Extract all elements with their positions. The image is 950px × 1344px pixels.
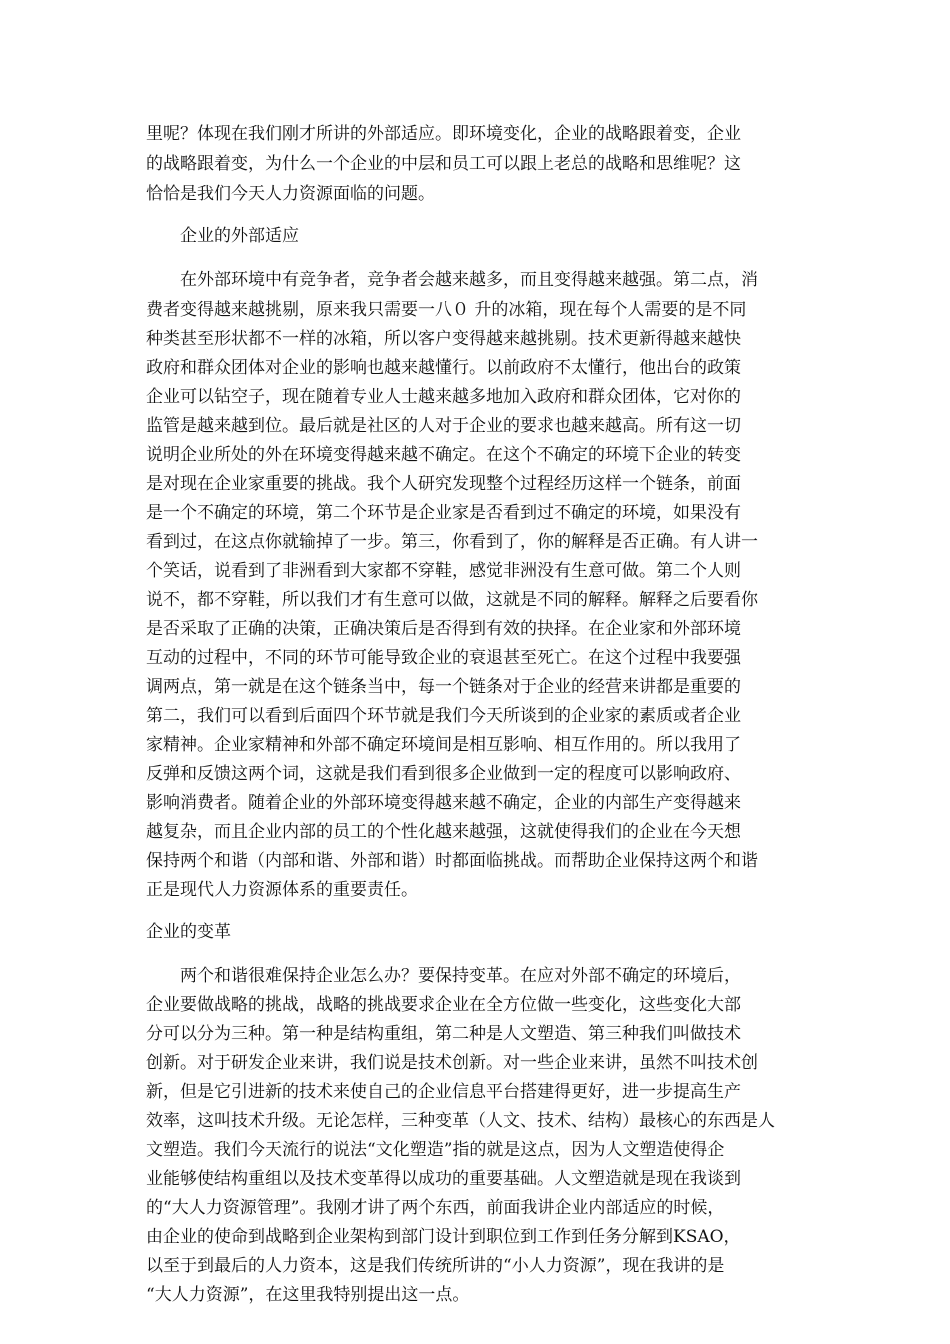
paragraph-2-line: 越复杂，而且企业内部的员工的个性化越来越强，这就使得我们的企业在今天想 — [146, 822, 741, 842]
paragraph-2-line: 说明企业所处的外在环境变得越来越不确定。在这个不确定的环境下企业的转变 — [146, 445, 741, 465]
paragraph-3-line: 业能够使结构重组以及技术变革得以成功的重要基础。人文塑造就是现在我谈到 — [146, 1169, 741, 1189]
paragraph-2-line: 保持两个和谐（内部和谐、外部和谐）时都面临挑战。而帮助企业保持这两个和谐 — [146, 851, 758, 871]
paragraph-2-line: 个笑话，说看到了非洲看到大家都不穿鞋，感觉非洲没有生意可做。第二个人则 — [146, 561, 741, 581]
paragraph-1-line: 里呢？体现在我们刚才所讲的外部适应。即环境变化，企业的战略跟着变，企业 — [146, 124, 741, 144]
paragraph-3-line: 创新。对于研发企业来讲，我们说是技术创新。对一些企业来讲，虽然不叫技术创 — [146, 1053, 758, 1073]
paragraph-2-line: 正是现代人力资源体系的重要责任。 — [146, 880, 418, 900]
paragraph-3-line: “大人力资源”，在这里我特别提出这一点。 — [146, 1285, 470, 1305]
paragraph-2-line: 监管是越来越到位。最后就是社区的人对于企业的要求也越来越高。所有这一切 — [146, 416, 741, 436]
paragraph-2-line: 费者变得越来越挑剔，原来我只需要一八０ 升的冰箱，现在每个人需要的是不同 — [146, 300, 747, 320]
paragraph-1-line: 恰恰是我们今天人力资源面临的问题。 — [146, 184, 435, 204]
paragraph-2-line: 第二，我们可以看到后面四个环节就是我们今天所谈到的企业家的素质或者企业 — [146, 706, 741, 726]
paragraph-2-line: 互动的过程中，不同的环节可能导致企业的衰退甚至死亡。在这个过程中我要强 — [146, 648, 741, 668]
paragraph-2-line: 企业可以钻空子，现在随着专业人士越来越多地加入政府和群众团体，它对你的 — [146, 387, 741, 407]
paragraph-2-line: 是一个不确定的环境，第二个环节是企业家是否看到过不确定的环境，如果没有 — [146, 503, 741, 523]
paragraph-2-line: 种类甚至形状都不一样的冰箱，所以客户变得越来越挑剔。技术更新得越来越快 — [146, 329, 741, 349]
section-heading-enterprise-reform: 企业的变革 — [146, 922, 231, 942]
paragraph-3-line: 文塑造。我们今天流行的说法“文化塑造”指的就是这点，因为人文塑造使得企 — [146, 1140, 725, 1160]
paragraph-3-line: 新，但是它引进新的技术来使自己的企业信息平台搭建得更好，进一步提高生产 — [146, 1082, 741, 1102]
section-heading-external-adaptation: 企业的外部适应 — [180, 226, 299, 246]
paragraph-2-line: 是对现在企业家重要的挑战。我个人研究发现整个过程经历这样一个链条，前面 — [146, 474, 741, 494]
paragraph-3-line: 企业要做战略的挑战，战略的挑战要求企业在全方位做一些变化，这些变化大部 — [146, 995, 741, 1015]
paragraph-2-line: 调两点，第一就是在这个链条当中，每一个链条对于企业的经营来讲都是重要的 — [146, 677, 741, 697]
paragraph-2-line: 是否采取了正确的决策，正确决策后是否得到有效的抉择。在企业家和外部环境 — [146, 619, 741, 639]
paragraph-2-line: 反弹和反馈这两个词，这就是我们看到很多企业做到一定的程度可以影响政府、 — [146, 764, 741, 784]
paragraph-3-line: 两个和谐很难保持企业怎么办？要保持变革。在应对外部不确定的环境后， — [180, 966, 741, 986]
paragraph-3-line: 效率，这叫技术升级。无论怎样，三种变革（人文、技术、结构）最核心的东西是人 — [146, 1111, 775, 1131]
paragraph-3-line: 以至于到最后的人力资本，这是我们传统所讲的“小人力资源”，现在我讲的是 — [146, 1256, 725, 1276]
paragraph-2-line: 家精神。企业家精神和外部不确定环境间是相互影响、相互作用的。所以我用了 — [146, 735, 741, 755]
paragraph-2-line: 影响消费者。随着企业的外部环境变得越来越不确定，企业的内部生产变得越来 — [146, 793, 741, 813]
paragraph-1-line: 的战略跟着变，为什么一个企业的中层和员工可以跟上老总的战略和思维呢？这 — [146, 154, 741, 174]
paragraph-2-line: 在外部环境中有竞争者，竞争者会越来越多，而且变得越来越强。第二点，消 — [180, 270, 758, 290]
paragraph-3-line: 分可以分为三种。第一种是结构重组，第二种是人文塑造、第三种我们叫做技术 — [146, 1024, 741, 1044]
paragraph-2-line: 说不，都不穿鞋，所以我们才有生意可以做，这就是不同的解释。解释之后要看你 — [146, 590, 758, 610]
paragraph-2-line: 看到过，在这点你就输掉了一步。第三，你看到了，你的解释是否正确。有人讲一 — [146, 532, 758, 552]
paragraph-3-line: 的“大人力资源管理”。我刚才讲了两个东西，前面我讲企业内部适应的时候， — [146, 1198, 725, 1218]
paragraph-3-line: 由企业的使命到战略到企业架构到部门设计到职位到工作到任务分解到KSAO， — [146, 1227, 741, 1247]
paragraph-2-line: 政府和群众团体对企业的影响也越来越懂行。以前政府不太懂行，他出台的政策 — [146, 358, 741, 378]
